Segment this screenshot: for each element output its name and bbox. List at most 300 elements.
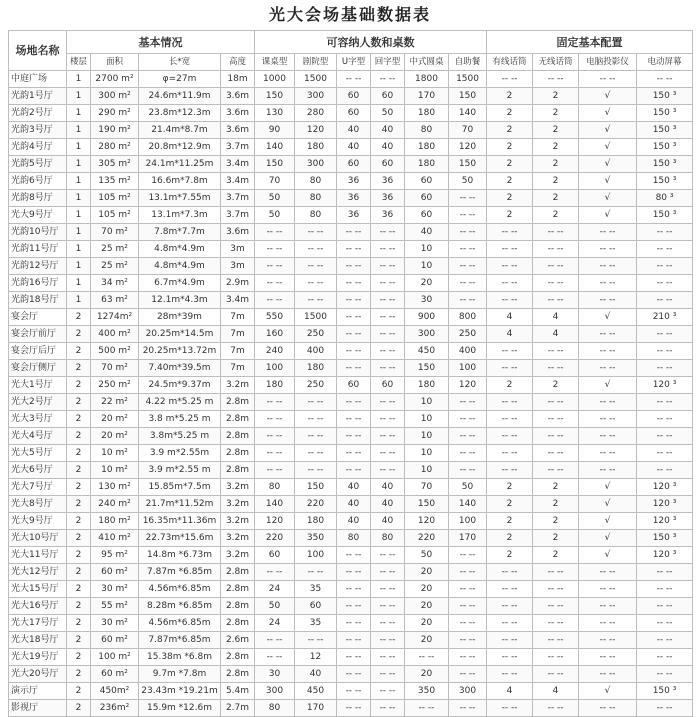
table-cell: 40	[337, 139, 371, 156]
table-cell: 2.8m	[221, 394, 255, 411]
table-cell: √	[579, 479, 637, 496]
table-cell: 1	[67, 122, 91, 139]
table-cell: -- --	[487, 445, 533, 462]
table-cell: 2	[487, 479, 533, 496]
table-cell: -- --	[637, 700, 693, 717]
table-cell: 800	[449, 309, 487, 326]
table-cell: 10 m²	[91, 462, 139, 479]
table-cell: 55 m²	[91, 598, 139, 615]
table-cell: -- --	[487, 258, 533, 275]
table-row	[9, 156, 693, 173]
table-cell: 63 m²	[91, 292, 139, 309]
table-cell: -- --	[637, 428, 693, 445]
table-cell: 150	[449, 156, 487, 173]
table-cell: 250	[295, 377, 337, 394]
table-cell: 400 m²	[91, 326, 139, 343]
table-row	[9, 343, 693, 360]
table-cell: 1500	[449, 71, 487, 88]
table-cell: 1	[67, 224, 91, 241]
table-cell: 25 m²	[91, 258, 139, 275]
table-cell: 3.7m	[221, 190, 255, 207]
table-cell: 1	[67, 207, 91, 224]
table-cell: 250	[295, 326, 337, 343]
table-cell: -- --	[255, 275, 295, 292]
table-cell: 2	[67, 700, 91, 717]
table-cell: 305 m²	[91, 156, 139, 173]
table-cell: -- --	[255, 428, 295, 445]
table-cell: -- --	[371, 224, 405, 241]
venue-name-cell: 宴会厅侧厅	[9, 360, 67, 377]
table-cell: 24	[255, 615, 295, 632]
table-cell: 40	[371, 496, 405, 513]
table-cell: 150 ³	[637, 173, 693, 190]
table-cell: 2	[533, 513, 579, 530]
venue-name-cell: 光韵8号厅	[9, 190, 67, 207]
table-cell: 1	[67, 105, 91, 122]
table-cell: -- --	[295, 428, 337, 445]
table-cell: 2.8m	[221, 666, 255, 683]
table-cell: 2	[487, 530, 533, 547]
table-cell: 120	[255, 513, 295, 530]
table-cell: 300 m²	[91, 88, 139, 105]
column-header: 高度	[221, 54, 255, 71]
table-cell: -- --	[371, 275, 405, 292]
table-cell: 3m	[221, 241, 255, 258]
table-cell: -- --	[449, 428, 487, 445]
table-cell: 22.73m*15.6m	[139, 530, 221, 547]
table-cell: 2	[533, 530, 579, 547]
table-cell: 36	[337, 190, 371, 207]
venue-name-cell: 光韵11号厅	[9, 241, 67, 258]
table-cell: 2	[487, 122, 533, 139]
table-cell: 3.2m	[221, 496, 255, 513]
table-row	[9, 479, 693, 496]
table-cell: 140	[449, 496, 487, 513]
table-cell: √	[579, 496, 637, 513]
table-cell: 150 ³	[637, 139, 693, 156]
table-cell: 30	[405, 292, 449, 309]
table-cell: -- --	[533, 615, 579, 632]
table-cell: 210 ³	[637, 309, 693, 326]
table-cell: 2	[487, 207, 533, 224]
table-cell: 2	[67, 513, 91, 530]
table-cell: -- --	[637, 445, 693, 462]
table-cell: 2	[487, 139, 533, 156]
table-cell: -- --	[533, 649, 579, 666]
table-cell: 20	[405, 615, 449, 632]
table-cell: 50	[255, 207, 295, 224]
table-cell: 36	[337, 173, 371, 190]
table-cell: 3.6m	[221, 105, 255, 122]
table-cell: -- --	[487, 224, 533, 241]
venue-name-cell: 光大18号厅	[9, 632, 67, 649]
table-cell: 80	[337, 530, 371, 547]
table-cell: 20	[405, 666, 449, 683]
table-cell: -- --	[337, 581, 371, 598]
table-cell: -- --	[487, 581, 533, 598]
venue-name-cell: 光大9号厅	[9, 513, 67, 530]
table-cell: -- --	[533, 241, 579, 258]
table-cell: 13.1m*7.3m	[139, 207, 221, 224]
table-row	[9, 445, 693, 462]
table-cell: 2.8m	[221, 445, 255, 462]
column-header: 电动屏幕	[637, 54, 693, 71]
table-cell: 105 m²	[91, 190, 139, 207]
table-cell: 20.8m*12.9m	[139, 139, 221, 156]
table-cell: -- --	[533, 258, 579, 275]
table-cell: -- --	[637, 632, 693, 649]
table-cell: -- --	[579, 649, 637, 666]
table-cell: 2	[67, 326, 91, 343]
table-cell: 30 m²	[91, 615, 139, 632]
table-cell: 16.35m*11.36m	[139, 513, 221, 530]
table-cell: -- --	[449, 394, 487, 411]
table-cell: 4.8m*4.9m	[139, 258, 221, 275]
table-cell: 2	[487, 190, 533, 207]
table-cell: 70 m²	[91, 224, 139, 241]
table-cell: 180	[295, 139, 337, 156]
table-cell: -- --	[337, 683, 371, 700]
venue-name-cell: 演示厅	[9, 683, 67, 700]
table-cell: 4.56m*6.85m	[139, 581, 221, 598]
column-header: 自助餐	[449, 54, 487, 71]
table-cell: 60	[337, 88, 371, 105]
table-cell: 2	[533, 496, 579, 513]
table-cell: -- --	[449, 190, 487, 207]
table-cell: 150 ³	[637, 122, 693, 139]
table-cell: -- --	[637, 462, 693, 479]
table-cell: -- --	[255, 394, 295, 411]
table-cell: 2	[67, 394, 91, 411]
table-cell: 80	[295, 173, 337, 190]
table-cell: 1	[67, 190, 91, 207]
table-cell: 220	[295, 496, 337, 513]
table-cell: 2	[533, 479, 579, 496]
table-cell: 40	[371, 479, 405, 496]
table-cell: 10	[405, 428, 449, 445]
table-cell: 12.1m*4.3m	[139, 292, 221, 309]
table-cell: 2.9m	[221, 275, 255, 292]
table-cell: 280 m²	[91, 139, 139, 156]
table-cell: -- --	[371, 598, 405, 615]
table-cell: 100	[295, 547, 337, 564]
table-cell: √	[579, 309, 637, 326]
table-cell: 2	[67, 377, 91, 394]
table-cell: -- --	[371, 632, 405, 649]
table-cell: 2	[533, 139, 579, 156]
table-cell: 2	[67, 479, 91, 496]
table-cell: 30 m²	[91, 581, 139, 598]
table-cell: √	[579, 513, 637, 530]
table-row	[9, 241, 693, 258]
table-cell: -- --	[637, 615, 693, 632]
table-cell: 4	[533, 309, 579, 326]
table-cell: -- --	[533, 275, 579, 292]
table-cell: 2	[533, 377, 579, 394]
venue-name-cell: 光大2号厅	[9, 394, 67, 411]
table-cell: -- --	[487, 292, 533, 309]
basic-info-header: 基本情况	[67, 31, 255, 54]
table-cell: -- --	[371, 428, 405, 445]
table-row	[9, 394, 693, 411]
table-cell: -- --	[579, 360, 637, 377]
table-cell: 3.8m*5.25 m	[139, 428, 221, 445]
table-row	[9, 547, 693, 564]
table-cell: 410 m²	[91, 530, 139, 547]
table-cell: 120	[295, 122, 337, 139]
table-cell: -- --	[371, 547, 405, 564]
table-row	[9, 598, 693, 615]
page-title: 光大会场基础数据表	[268, 5, 431, 24]
table-cell: 150	[405, 496, 449, 513]
table-cell: -- --	[533, 445, 579, 462]
table-cell: 10	[405, 445, 449, 462]
table-cell: 250 m²	[91, 377, 139, 394]
table-cell: -- --	[255, 462, 295, 479]
table-cell: -- --	[487, 275, 533, 292]
table-cell: 50	[255, 190, 295, 207]
table-cell: 2	[487, 377, 533, 394]
table-cell: 2	[67, 564, 91, 581]
venue-name-cell: 光大5号厅	[9, 445, 67, 462]
table-cell: -- --	[449, 598, 487, 615]
table-cell: 2	[487, 513, 533, 530]
table-cell: -- --	[371, 581, 405, 598]
table-cell: -- --	[337, 700, 371, 717]
table-cell: 2	[533, 105, 579, 122]
table-cell: 60	[405, 190, 449, 207]
table-cell: -- --	[579, 666, 637, 683]
table-cell: 2.8m	[221, 615, 255, 632]
table-cell: 2.6m	[221, 632, 255, 649]
table-row	[9, 683, 693, 700]
table-cell: -- --	[487, 71, 533, 88]
table-cell: 2.8m	[221, 428, 255, 445]
table-cell: -- --	[337, 666, 371, 683]
table-cell: -- --	[255, 292, 295, 309]
table-row	[9, 190, 693, 207]
table-cell: 4.56m*6.85m	[139, 615, 221, 632]
column-header: 有线话筒	[487, 54, 533, 71]
table-cell: 20 m²	[91, 411, 139, 428]
table-cell: 100	[449, 360, 487, 377]
table-cell: 4	[487, 683, 533, 700]
table-cell: √	[579, 156, 637, 173]
table-row	[9, 666, 693, 683]
table-cell: 100	[255, 360, 295, 377]
table-cell: -- --	[295, 445, 337, 462]
table-row	[9, 173, 693, 190]
table-cell: -- --	[533, 360, 579, 377]
table-cell: -- --	[579, 326, 637, 343]
table-row	[9, 377, 693, 394]
table-cell: 150	[405, 360, 449, 377]
table-cell: 450	[295, 683, 337, 700]
table-cell: 240	[255, 343, 295, 360]
table-cell: 10	[405, 258, 449, 275]
table-cell: 10	[405, 462, 449, 479]
table-cell: √	[579, 190, 637, 207]
table-cell: -- --	[579, 275, 637, 292]
table-row	[9, 360, 693, 377]
table-cell: 20	[405, 632, 449, 649]
table-cell: 7m	[221, 360, 255, 377]
table-cell: 350	[295, 530, 337, 547]
table-cell: 60	[405, 207, 449, 224]
table-cell: 120	[405, 513, 449, 530]
venue-name-cell: 光大16号厅	[9, 598, 67, 615]
table-cell: 1	[67, 241, 91, 258]
table-cell: 1500	[295, 71, 337, 88]
table-cell: 300	[449, 683, 487, 700]
table-cell: 105 m²	[91, 207, 139, 224]
table-cell: 60 m²	[91, 632, 139, 649]
table-row	[9, 700, 693, 717]
table-cell: 2.8m	[221, 649, 255, 666]
venue-name-cell: 光大7号厅	[9, 479, 67, 496]
table-cell: 10	[405, 241, 449, 258]
table-cell: -- --	[449, 581, 487, 598]
table-cell: 3.6m	[221, 122, 255, 139]
table-cell: -- --	[637, 581, 693, 598]
table-row	[9, 564, 693, 581]
table-cell: -- --	[405, 700, 449, 717]
venue-data-table	[8, 30, 693, 717]
table-cell: 12	[295, 649, 337, 666]
table-cell: 150 ³	[637, 105, 693, 122]
table-cell: -- --	[337, 343, 371, 360]
table-cell: 190 m²	[91, 122, 139, 139]
table-row	[9, 462, 693, 479]
venue-name-cell: 光韵6号厅	[9, 173, 67, 190]
table-cell: -- --	[371, 241, 405, 258]
table-cell: 140	[255, 496, 295, 513]
venue-name-cell: 光大6号厅	[9, 462, 67, 479]
column-header: 无线话筒	[533, 54, 579, 71]
table-cell: -- --	[371, 292, 405, 309]
table-cell: 2.8m	[221, 581, 255, 598]
table-cell: 2	[67, 445, 91, 462]
table-cell: 2	[67, 649, 91, 666]
table-cell: -- --	[295, 241, 337, 258]
table-cell: 7.40m*39.5m	[139, 360, 221, 377]
table-cell: -- --	[533, 581, 579, 598]
table-cell: 7m	[221, 343, 255, 360]
venue-name-cell: 光韵3号厅	[9, 122, 67, 139]
table-cell: -- --	[337, 598, 371, 615]
table-cell: -- --	[637, 394, 693, 411]
table-cell: √	[579, 207, 637, 224]
venue-name-cell: 光韵18号厅	[9, 292, 67, 309]
table-cell: -- --	[533, 564, 579, 581]
table-cell: 1	[67, 292, 91, 309]
table-cell: 2	[67, 462, 91, 479]
table-cell: 35	[295, 581, 337, 598]
table-cell: -- --	[337, 649, 371, 666]
table-cell: 3.9 m*2.55m	[139, 445, 221, 462]
table-cell: 7.87m*6.85m	[139, 632, 221, 649]
table-cell: 180 m²	[91, 513, 139, 530]
table-cell: -- --	[255, 224, 295, 241]
table-cell: -- --	[337, 462, 371, 479]
table-cell: 2.7m	[221, 700, 255, 717]
column-header: 长*宽	[139, 54, 221, 71]
table-cell: -- --	[579, 224, 637, 241]
table-cell: 1	[67, 71, 91, 88]
venue-name-cell: 光韵5号厅	[9, 156, 67, 173]
table-cell: -- --	[371, 360, 405, 377]
table-cell: -- --	[579, 71, 637, 88]
table-row	[9, 496, 693, 513]
venue-name-cell: 宴会厅后厅	[9, 343, 67, 360]
table-cell: -- --	[533, 394, 579, 411]
table-cell: 36	[371, 173, 405, 190]
table-cell: -- --	[579, 258, 637, 275]
table-cell: -- --	[487, 428, 533, 445]
table-cell: 40	[337, 122, 371, 139]
table-cell: 250	[449, 326, 487, 343]
table-cell: -- --	[371, 683, 405, 700]
table-cell: 14.8m *6.73m	[139, 547, 221, 564]
table-cell: -- --	[487, 360, 533, 377]
table-cell: -- --	[449, 224, 487, 241]
table-cell: -- --	[579, 598, 637, 615]
table-cell: -- --	[487, 700, 533, 717]
table-cell: -- --	[255, 564, 295, 581]
table-cell: 34 m²	[91, 275, 139, 292]
table-cell: 150 ³	[637, 88, 693, 105]
table-cell: 2	[487, 173, 533, 190]
table-cell: 120 ³	[637, 496, 693, 513]
table-cell: -- --	[337, 258, 371, 275]
table-cell: -- --	[371, 258, 405, 275]
table-cell: 1500	[295, 309, 337, 326]
table-cell: -- --	[371, 326, 405, 343]
table-cell: 4	[533, 683, 579, 700]
table-cell: -- --	[337, 309, 371, 326]
table-cell: 60	[371, 88, 405, 105]
table-cell: -- --	[449, 649, 487, 666]
table-cell: 2	[67, 632, 91, 649]
table-cell: 1274m²	[91, 309, 139, 326]
table-cell: -- --	[637, 360, 693, 377]
table-cell: 24	[255, 581, 295, 598]
table-cell: -- --	[579, 632, 637, 649]
table-cell: 20	[405, 581, 449, 598]
table-cell: √	[579, 105, 637, 122]
table-cell: -- --	[337, 224, 371, 241]
table-cell: 100	[449, 513, 487, 530]
table-cell: -- --	[255, 649, 295, 666]
table-cell: 300	[295, 156, 337, 173]
table-cell: -- --	[533, 292, 579, 309]
table-cell: 120 ³	[637, 513, 693, 530]
table-cell: 2	[67, 666, 91, 683]
venue-name-cell: 光韵1号厅	[9, 88, 67, 105]
table-cell: 70	[449, 122, 487, 139]
table-cell: 1000	[255, 71, 295, 88]
table-cell: -- --	[337, 615, 371, 632]
table-cell: -- --	[579, 428, 637, 445]
table-cell: 80	[255, 479, 295, 496]
table-row	[9, 224, 693, 241]
table-cell: 40	[337, 479, 371, 496]
equipment-header: 固定基本配置	[487, 31, 693, 54]
table-cell: 2.8m	[221, 411, 255, 428]
column-header: 剧院型	[295, 54, 337, 71]
table-cell: 80	[255, 700, 295, 717]
table-cell: -- --	[295, 275, 337, 292]
